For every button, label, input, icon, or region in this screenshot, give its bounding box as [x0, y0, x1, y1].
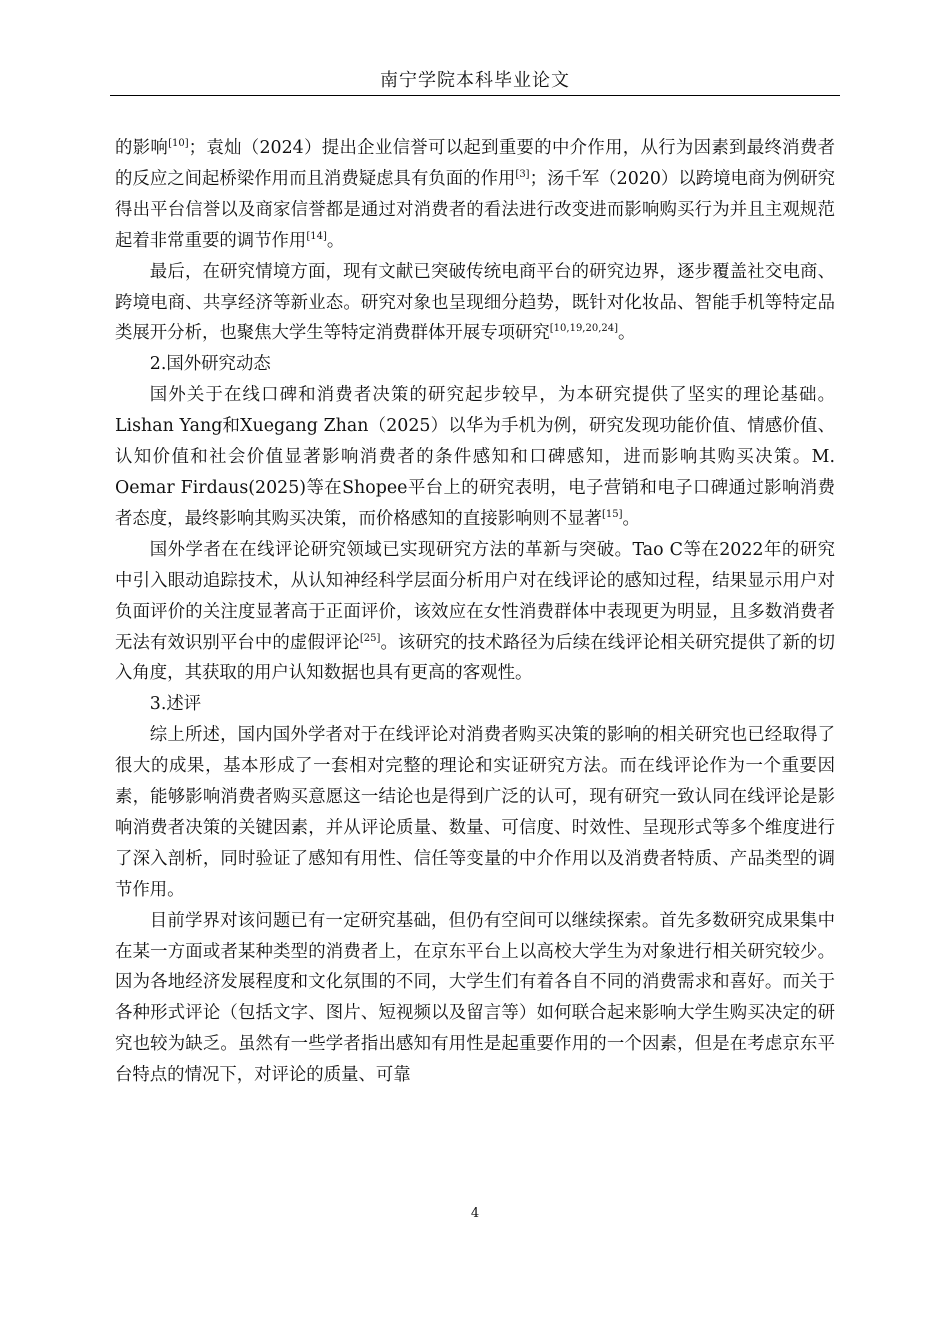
text-run: 。	[622, 508, 640, 529]
citation-superscript: [10,19,20,24]	[549, 323, 619, 335]
citation-superscript: [15]	[601, 508, 623, 520]
citation-superscript: [3]	[515, 168, 530, 180]
text-run: 国外学者在在线评论研究领域已实现研究方法的革新与突破。Tao C等在2022年的研究中引入眼动追踪技术，从认知神经科学层面分析用户对在线评论的感知过程，结果显示用户对负面评价的关注度显著高于正面评价，该效应在女性消费群体中表现更为明显，且多数消费者无法有效识别平台中的虚假评论	[115, 539, 835, 653]
body-text	[115, 133, 835, 1091]
page-number: 4	[470, 1206, 480, 1221]
text-run: ；汤千军（2020）以跨境电商为例研究得出平台信誉以及商家信誉都是通过对消费者的看法进行改变进而影响购买行为并且主观规范起着非常重要的调节作用	[115, 168, 835, 251]
header-divider	[110, 95, 840, 96]
paragraph	[115, 906, 835, 1091]
text-run: 。	[326, 230, 345, 251]
section-heading	[115, 689, 835, 720]
text-run: 。	[618, 323, 636, 344]
text-run: 的影响	[115, 138, 169, 158]
text-run: 国外关于在线口碑和消费者决策的研究起步较早，为本研究提供了坚实的理论基础。Lishan Yang和Xuegang Zhan（2025）以华为手机为例，研究发现功能价值、情感价值、认知价值和社会价值显著影响消费者的条件感知和口碑感知，进而影响其购买决策。M. Oemar Firdaus(2025)等在Shopee平台上的研究表明，电子营销和电子口碑通过影响消费者态度，最终影响其购买决策，而价格感知的直接影响则不显著	[115, 385, 835, 529]
section-heading	[115, 349, 835, 380]
text-run: 2.国外研究动态	[149, 354, 271, 375]
text-run: 。该研究的技术路径为后续在线评论相关研究提供了新的切入角度，其获取的用户认知数据也具有更高的客观性。	[115, 632, 835, 684]
text-run: 最后，在研究情境方面，现有文献已突破传统电商平台的研究边界，逐步覆盖社交电商、跨境电商、共享经济等新业态。研究对象也呈现细分趋势，既针对化妆品、智能手机等特定品类展开分析，也聚焦大学生等特定消费群体开展专项研究	[115, 261, 835, 344]
paragraph	[115, 720, 835, 905]
citation-superscript: [10]	[168, 138, 189, 149]
paragraph	[115, 133, 835, 257]
text-run: 目前学界对该问题已有一定研究基础，但仍有空间可以继续探索。首先多数研究成果集中在某一方面或者某种类型的消费者上，在京东平台上以高校大学生为对象进行相关研究较少。因为各地经济发展程度和文化氛围的不同，大学生们有着各自不同的消费需求和喜好。而关于各种形式评论（包括文字、图片、短视频以及留言等）如何联合起来影响大学生购买决定的研究也较为缺乏。虽然有一些学者指出感知有用性是起重要作用的一个因素，但是在考虑京东平台特点的情况下，对评论的质量、可靠	[115, 910, 835, 1086]
text-run: ；袁灿（2024）提出企业信誉可以起到重要的中介作用，从行为因素到最终消费者的反应之间起桥梁作用而且消费疑虑具有负面的作用	[115, 138, 835, 189]
running-header: 南宁学院本科毕业论文	[380, 70, 570, 91]
text-run: 综上所述，国内国外学者对于在线评论对消费者购买决策的影响的相关研究也已经取得了很大的成果，基本形成了一套相对完整的理论和实证研究方法。而在线评论作为一个重要因素，能够影响消费者购买意愿这一结论也是得到广泛的认可，现有研究一致认同在线评论是影响消费者决策的关键因素，并从评论质量、数量、可信度、时效性、呈现形式等多个维度进行了深入剖析，同时验证了感知有用性、信任等变量的中介作用以及消费者特质、产品类型的调节作用。	[115, 725, 835, 900]
citation-superscript: [25]	[359, 632, 381, 644]
paragraph	[115, 535, 835, 690]
paragraph	[115, 257, 835, 350]
text-run: 3.述评	[149, 694, 202, 715]
citation-superscript: [14]	[306, 230, 327, 242]
paragraph	[115, 380, 835, 535]
